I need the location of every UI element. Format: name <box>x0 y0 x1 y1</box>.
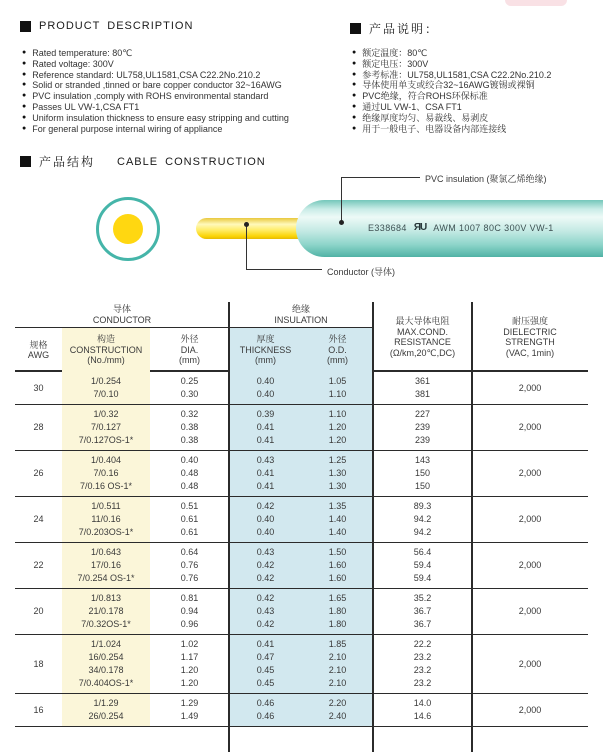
value-line: 0.40 <box>256 514 275 524</box>
value-line: 0.30 <box>180 389 199 399</box>
value-line: 22.2 <box>413 639 432 649</box>
value-line: 0.41 <box>256 422 275 432</box>
conductor-leader-dot <box>244 222 249 227</box>
description-item: ● Rated voltage: 300V <box>22 59 334 70</box>
value-line: 89.3 <box>413 501 432 511</box>
notes-item: ● 额定温度：80℃ <box>352 48 597 59</box>
notes-item: ● PVC绝缘，符合ROHS环保标准 <box>352 91 597 102</box>
awg-cell: 16 <box>33 704 44 715</box>
resistance-cell <box>373 589 472 634</box>
dielectric-cell: 2,000 <box>518 606 542 616</box>
value-line: 7/0.254 OS-1* <box>77 573 135 583</box>
value-line: 0.42 <box>256 560 275 570</box>
value-line: 0.46 <box>256 711 275 721</box>
product-description-heading <box>20 20 193 32</box>
construction-cell <box>62 694 150 726</box>
square-bullet-icon <box>350 23 361 34</box>
table-row <box>15 405 588 451</box>
value-line: 17/0.16 <box>90 560 122 570</box>
construction-cell <box>62 405 150 450</box>
value-line: 7/0.16 <box>93 468 119 478</box>
value-line: 11/0.16 <box>91 514 121 524</box>
value-line: 14.0 <box>413 698 432 708</box>
value-line: 0.81 <box>180 593 199 603</box>
value-line: 1/0.643 <box>90 547 122 557</box>
value-line: 1.02 <box>180 639 199 649</box>
value-line: 1.35 <box>328 501 347 511</box>
value-line: 1.30 <box>328 481 347 491</box>
value-line: 2.10 <box>328 665 347 675</box>
thickness-cell <box>229 451 302 496</box>
value-line: 0.42 <box>256 593 275 603</box>
header-line: O.D. <box>328 344 347 355</box>
thickness-cell <box>229 372 302 404</box>
dia-cell <box>150 543 229 588</box>
header-line: 厚度 <box>256 334 275 345</box>
value-line: 0.43 <box>256 606 275 616</box>
value-line: 1.80 <box>328 619 347 629</box>
value-line: 0.45 <box>256 665 275 675</box>
product-notes-list <box>352 48 597 134</box>
construction-cell <box>62 635 150 693</box>
notes-item: ● 额定电压：300V <box>352 59 597 70</box>
value-line: 0.51 <box>180 501 199 511</box>
value-line: 0.41 <box>256 468 275 478</box>
value-line: 0.46 <box>256 698 275 708</box>
header-line: 规格 <box>29 339 48 350</box>
value-line: 1.05 <box>328 376 347 386</box>
pvc-leader-line-h <box>341 177 420 178</box>
header-line: (VAC, 1min) <box>505 347 555 358</box>
value-line: 23.2 <box>413 678 432 688</box>
value-line: 0.25 <box>180 376 199 386</box>
header-line: RESISTANCE <box>394 337 451 347</box>
header-line: 绝缘 <box>291 304 310 314</box>
value-line: 7/0.127 <box>90 422 122 432</box>
value-line: 56.4 <box>413 547 432 557</box>
value-line: 0.48 <box>180 481 199 491</box>
value-line: 94.2 <box>413 514 432 524</box>
description-item: ● Uniform insulation thickness to ensure easy stripping and cutting <box>22 113 334 124</box>
header-line: (Ω/km,20℃,DC) <box>389 347 456 358</box>
faded-logo-fragment <box>505 0 567 6</box>
header-line: STRENGTH <box>505 337 555 347</box>
thickness-cell <box>229 589 302 634</box>
value-line: 0.61 <box>180 514 199 524</box>
value-line: 1.30 <box>328 468 347 478</box>
header-od <box>302 328 373 372</box>
header-line: AWG <box>27 350 50 360</box>
value-line: 1.60 <box>328 573 347 583</box>
header-line: 外径 <box>180 334 199 345</box>
dia-cell <box>150 451 229 496</box>
resistance-cell <box>373 694 472 726</box>
conductor-label: Conductor (导体) <box>327 267 396 277</box>
value-line: 1.40 <box>328 527 347 537</box>
dia-cell <box>150 694 229 726</box>
construction-title-cn: 产品结构 <box>39 155 96 169</box>
value-line: 0.45 <box>256 678 275 688</box>
value-line: 26/0.254 <box>88 711 124 721</box>
value-line: 34/0.178 <box>88 665 124 675</box>
header-line: (mm) <box>179 355 200 366</box>
value-line: 2.10 <box>328 678 347 688</box>
notes-item: ● 导体使用单支或绞合32~16AWG镀锡或裸铜 <box>352 80 597 91</box>
od-cell <box>302 372 373 404</box>
description-item: ● Reference standard: UL758,UL1581,CSA C22.2No.210.2 <box>22 70 334 81</box>
ul-recognized-mark-icon: ЯU <box>413 222 427 233</box>
value-line: 0.41 <box>256 435 275 445</box>
value-line: 0.96 <box>180 619 199 629</box>
header-line: (No./mm) <box>87 355 125 366</box>
header-line: MAX.COND. <box>396 326 448 337</box>
header-group-conductor <box>15 302 229 328</box>
value-line: 1.17 <box>180 652 199 662</box>
value-line: 23.2 <box>413 665 432 675</box>
specification-table <box>15 302 588 752</box>
value-line: 7/0.203OS-1* <box>78 527 134 537</box>
construction-cell <box>62 543 150 588</box>
value-line: 0.40 <box>180 455 199 465</box>
value-line: 1/0.404 <box>90 455 122 465</box>
value-line: 381 <box>414 389 431 399</box>
construction-cell <box>62 497 150 542</box>
header-line: CONDUCTOR <box>92 314 152 325</box>
dielectric-cell: 2,000 <box>518 704 542 715</box>
notes-item: ● 用于一般电子、电器设备内部连接线 <box>352 124 597 135</box>
value-line: 239 <box>414 422 431 432</box>
dia-cell <box>150 497 229 542</box>
header-line: DIA. <box>180 344 199 355</box>
resistance-cell <box>373 635 472 693</box>
conductor-core <box>113 214 143 244</box>
value-line: 35.2 <box>413 593 432 603</box>
value-line: 0.76 <box>180 573 199 583</box>
thickness-cell <box>229 497 302 542</box>
resistance-cell <box>373 451 472 496</box>
value-line: 0.94 <box>180 606 199 616</box>
value-line: 59.4 <box>413 573 432 583</box>
awg-cell: 26 <box>33 468 44 478</box>
table-row <box>15 635 588 694</box>
value-line: 1.60 <box>328 560 347 570</box>
value-line: 0.40 <box>256 389 275 399</box>
construction-cell <box>62 451 150 496</box>
value-line: 36.7 <box>413 619 432 629</box>
pvc-leader-line-v <box>341 177 342 222</box>
value-line: 23.2 <box>413 652 432 662</box>
table-row <box>15 543 588 589</box>
value-line: 1.80 <box>328 606 347 616</box>
pvc-leader-dot <box>339 220 344 225</box>
value-line: 0.32 <box>180 409 199 419</box>
value-line: 1.85 <box>328 639 347 649</box>
value-line: 1.20 <box>180 678 199 688</box>
product-description-list <box>22 48 334 134</box>
product-notes-title: 产品说明： <box>369 22 440 36</box>
value-line: 7/0.10 <box>93 389 119 399</box>
value-line: 150 <box>414 481 431 491</box>
table-row <box>15 451 588 497</box>
value-line: 0.42 <box>256 619 275 629</box>
value-line: 1/0.813 <box>90 593 122 603</box>
header-line: (mm) <box>255 355 276 366</box>
value-line: 2.40 <box>328 711 347 721</box>
value-line: 361 <box>414 376 431 386</box>
value-line: 59.4 <box>413 560 432 570</box>
od-cell <box>302 497 373 542</box>
header-line: 构造 <box>96 334 115 345</box>
table-header <box>15 302 588 372</box>
dielectric-cell: 2,000 <box>518 422 542 432</box>
dielectric-cell: 2,000 <box>518 382 542 393</box>
cable-spec: AWM 1007 80C 300V VW-1 <box>433 222 554 233</box>
table-body <box>15 372 588 727</box>
value-line: 1.25 <box>328 455 347 465</box>
table-row <box>15 497 588 543</box>
dielectric-cell: 2,000 <box>518 514 542 524</box>
value-line: 1.20 <box>180 665 199 675</box>
value-line: 7/0.404OS-1* <box>78 678 134 688</box>
header-line: 外径 <box>328 334 347 345</box>
square-bullet-icon <box>20 156 31 167</box>
dia-cell <box>150 405 229 450</box>
value-line: 0.76 <box>180 560 199 570</box>
value-line: 36.7 <box>413 606 432 616</box>
conductor-rod <box>196 218 312 239</box>
value-line: 0.38 <box>180 422 199 432</box>
dia-cell <box>150 589 229 634</box>
header-line: INSULATION <box>274 314 328 325</box>
product-notes-heading <box>350 20 439 37</box>
value-line: 1.29 <box>180 698 199 708</box>
notes-item: ● 参考标准：UL758,UL1581,CSA C22.2No.210.2 <box>352 70 597 81</box>
header-dia <box>150 328 229 372</box>
value-line: 1/0.511 <box>91 501 121 511</box>
value-line: 1.10 <box>328 389 347 399</box>
awg-cell: 20 <box>33 606 44 616</box>
value-line: 0.47 <box>256 652 275 662</box>
description-item: ● Solid or stranded ,tinned or bare copper conductor 32~16AWG <box>22 80 334 91</box>
value-line: 2.20 <box>328 698 347 708</box>
dielectric-cell: 2,000 <box>518 468 542 478</box>
header-line: DIELECTRIC <box>503 326 557 337</box>
table-row <box>15 372 588 405</box>
header-thickness <box>229 328 302 372</box>
thickness-cell <box>229 635 302 693</box>
value-line: 7/0.127OS-1* <box>78 435 134 445</box>
value-line: 1.10 <box>328 409 347 419</box>
value-line: 16/0.254 <box>88 652 124 662</box>
dielectric-cell: 2,000 <box>518 560 542 570</box>
value-line: 1.20 <box>328 422 347 432</box>
cable-cross-section <box>96 197 160 261</box>
value-line: 7/0.32OS-1* <box>81 619 131 629</box>
value-line: 1/1.29 <box>93 698 119 708</box>
od-cell <box>302 589 373 634</box>
value-line: 1.65 <box>328 593 347 603</box>
od-cell <box>302 405 373 450</box>
product-description-title: PRODUCT DESCRIPTION <box>39 20 194 32</box>
header-line: 耐压强度 <box>511 316 548 326</box>
conductor-leader-line-h <box>246 269 322 270</box>
value-line: 0.40 <box>256 376 275 386</box>
construction-title-en: CABLE CONSTRUCTION <box>117 155 266 168</box>
header-resistance <box>373 302 472 372</box>
cert-number: E338684 <box>368 222 407 233</box>
table-row <box>15 589 588 635</box>
value-line: 14.6 <box>413 711 432 721</box>
thickness-cell <box>229 694 302 726</box>
value-line: 0.41 <box>256 639 275 649</box>
value-line: 0.39 <box>256 409 275 419</box>
value-line: 1.20 <box>328 435 347 445</box>
resistance-cell <box>373 497 472 542</box>
value-line: 7/0.16 OS-1* <box>79 481 133 491</box>
awg-cell: 24 <box>33 514 44 524</box>
resistance-cell <box>373 543 472 588</box>
value-line: 94.2 <box>413 527 432 537</box>
value-line: 1.49 <box>180 711 199 721</box>
header-line: 导体 <box>112 304 131 314</box>
value-line: 0.41 <box>256 481 275 491</box>
header-line: 最大导体电阻 <box>395 316 450 326</box>
description-item: ● Passes UL VW-1,CSA FT1 <box>22 102 334 113</box>
header-construction <box>62 328 150 372</box>
od-cell <box>302 543 373 588</box>
od-cell <box>302 694 373 726</box>
value-line: 1/1.024 <box>90 639 122 649</box>
value-line: 0.42 <box>256 501 275 511</box>
header-line: CONSTRUCTION <box>69 344 143 355</box>
resistance-cell <box>373 405 472 450</box>
header-dielectric <box>472 302 588 372</box>
cable-print-text <box>368 222 554 233</box>
od-cell <box>302 451 373 496</box>
value-line: 1/0.254 <box>90 376 122 386</box>
divider-resistance-dielectric <box>471 302 473 752</box>
value-line: 150 <box>414 468 431 478</box>
resistance-cell <box>373 372 472 404</box>
table-row <box>15 694 588 727</box>
cable-construction-heading <box>20 153 266 170</box>
value-line: 21/0.178 <box>88 606 124 616</box>
value-line: 0.48 <box>180 468 199 478</box>
header-line: (mm) <box>327 355 348 366</box>
value-line: 0.43 <box>256 547 275 557</box>
value-line: 2.10 <box>328 652 347 662</box>
header-group-insulation <box>229 302 373 328</box>
construction-cell <box>62 589 150 634</box>
divider-insulation-resistance <box>372 302 374 752</box>
description-item: ● PVC insulation ,comply with ROHS environmental standard <box>22 91 334 102</box>
value-line: 227 <box>414 409 431 419</box>
awg-cell: 22 <box>33 560 44 570</box>
notes-item: ● 通过UL VW-1、CSA FT1 <box>352 102 597 113</box>
value-line: 0.40 <box>256 527 275 537</box>
value-line: 0.43 <box>256 455 275 465</box>
dia-cell <box>150 372 229 404</box>
awg-cell: 30 <box>33 382 44 393</box>
value-line: 1/0.32 <box>93 409 119 419</box>
conductor-leader-line-v <box>246 225 247 270</box>
header-line: THICKNESS <box>239 344 292 355</box>
thickness-cell <box>229 543 302 588</box>
notes-item: ● 绝缘厚度均匀、易裁线、易剥皮 <box>352 113 597 124</box>
square-bullet-icon <box>20 21 31 32</box>
od-cell <box>302 635 373 693</box>
divider-conductor-insulation <box>228 302 230 752</box>
value-line: 0.64 <box>180 547 199 557</box>
header-awg <box>15 328 62 372</box>
dielectric-cell: 2,000 <box>518 658 542 669</box>
awg-cell: 18 <box>33 658 44 669</box>
value-line: 0.38 <box>180 435 199 445</box>
thickness-cell <box>229 405 302 450</box>
value-line: 1.40 <box>328 514 347 524</box>
value-line: 0.61 <box>180 527 199 537</box>
construction-cell <box>62 372 150 404</box>
value-line: 143 <box>414 455 431 465</box>
description-item: ● Rated temperature: 80℃ <box>22 48 334 59</box>
awg-cell: 28 <box>33 422 44 432</box>
value-line: 1.50 <box>328 547 347 557</box>
value-line: 239 <box>414 435 431 445</box>
dia-cell <box>150 635 229 693</box>
description-item: ● For general purpose internal wiring of appliance <box>22 124 334 135</box>
pvc-insulation-label: PVC insulation (聚氯乙烯绝缘) <box>425 174 547 184</box>
value-line: 0.42 <box>256 573 275 583</box>
